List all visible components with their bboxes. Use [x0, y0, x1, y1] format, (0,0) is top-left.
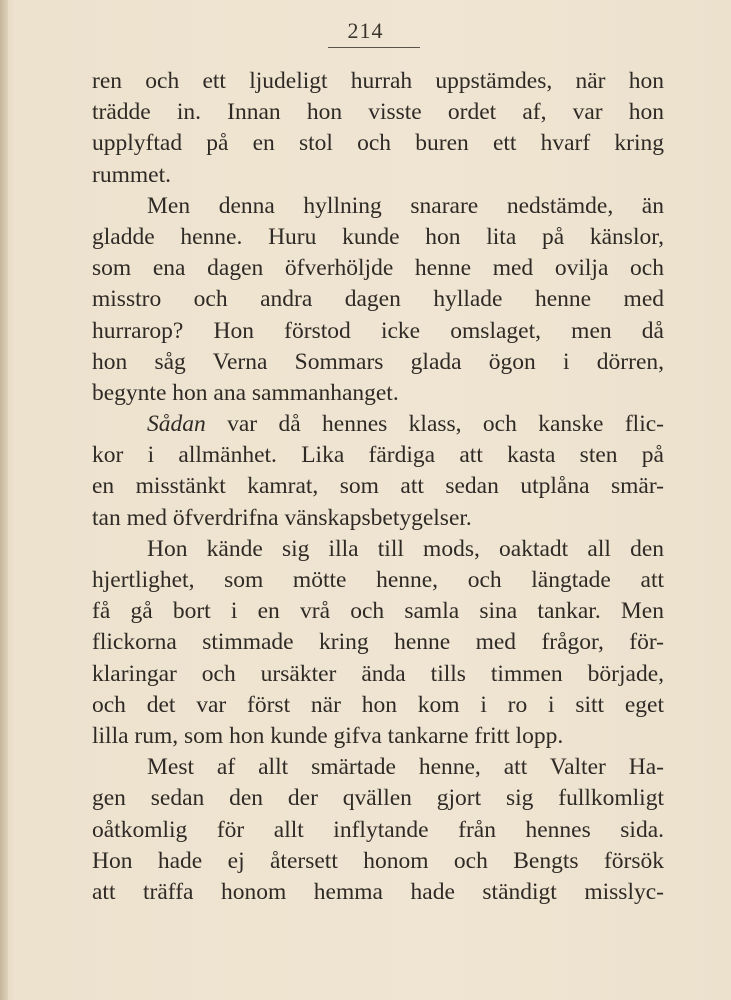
text-line: hurrarop? Hon förstod icke omslaget, men då — [92, 317, 664, 344]
text-line: Hon kände sig illa till mods, oaktadt all den — [147, 535, 664, 562]
text-line: upplyftad på en stol och buren ett hvarf kring — [92, 130, 664, 157]
text-line: hon såg Verna Sommars glada ögon i dörren, — [92, 348, 664, 375]
text-line: lilla rum, som hon kunde gifva tankarne fritt lopp. — [92, 722, 564, 749]
text-line: gen sedan den der qvällen gjort sig fullkomligt — [92, 785, 664, 812]
text-line: som ena dagen öfverhöljde henne med ovilja och — [92, 255, 664, 282]
text-line: begynte hon ana sammanhanget. — [92, 379, 399, 406]
text-line: Hon hade ej återsett honom och Bengts försök — [92, 847, 664, 874]
text-line: kor i allmänhet. Lika färdiga att kasta sten på — [92, 442, 664, 469]
text-line: få gå bort i en vrå och samla sina tankar. Men — [92, 598, 664, 625]
text-line: Men denna hyllning snarare nedstämde, än — [147, 192, 664, 219]
text-line: klaringar och ursäkter ända tills timmen började, — [92, 660, 664, 687]
text-line: oåtkomlig för allt inflytande från hennes sida. — [92, 816, 664, 843]
text-line: ren och ett ljudeligt hurrah uppstämdes, när hon — [92, 68, 664, 94]
header-rule — [328, 47, 420, 48]
text-line: och det var först när hon kom i ro i sitt eget — [92, 691, 664, 718]
text-line: gladde henne. Huru kunde hon lita på känslor, — [92, 223, 664, 250]
text-line: hjertlighet, som mötte henne, och längtade att — [92, 567, 664, 593]
body-text — [92, 66, 664, 908]
binding-edge — [0, 0, 8, 1000]
text-line: att träffa honom hemma hade ständigt misslyc- — [92, 878, 664, 905]
text-line: trädde in. Innan hon visste ordet af, var hon — [92, 99, 664, 126]
text-line: rummet. — [92, 161, 171, 188]
italic-lead-word: Sådan — [147, 411, 206, 438]
text-line: misstro och andra dagen hyllade henne med — [92, 286, 664, 313]
text-line: Sådan var då hennes klass, och kanske flic- — [147, 411, 664, 438]
text-line: Mest af allt smärtade henne, att Valter Ha- — [147, 754, 664, 781]
text-line: tan med öfverdrifna vänskapsbetygelser. — [92, 504, 472, 531]
text-line: en misstänkt kamrat, som att sedan utplåna smär- — [92, 473, 664, 500]
page-number: 214 — [347, 18, 384, 43]
text-line: flickorna stimmade kring henne med frågor, för- — [92, 629, 664, 656]
